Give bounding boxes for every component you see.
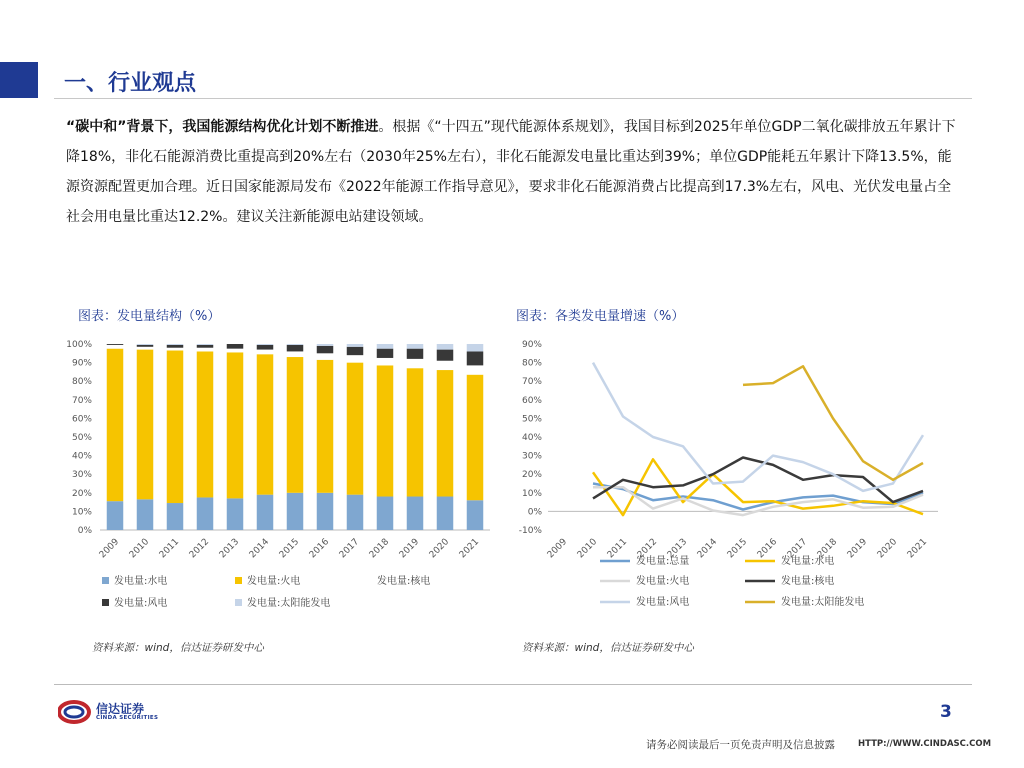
x-tick-label: 2010	[575, 537, 600, 561]
body-paragraph	[66, 112, 956, 232]
bar-segment	[197, 351, 214, 497]
y-tick-label: 90%	[71, 358, 92, 369]
bar-segment	[317, 360, 334, 493]
bar-segment	[407, 349, 424, 359]
y-tick-label: 80%	[521, 358, 542, 369]
bar-segment	[407, 344, 424, 349]
y-tick-label: 0%	[77, 526, 92, 536]
bar-segment	[257, 350, 274, 355]
bar-segment	[167, 503, 184, 530]
x-tick-label: 2021	[905, 537, 930, 561]
bar-segment	[467, 365, 484, 374]
x-tick-label: 2013	[665, 537, 690, 561]
bar-segment	[467, 344, 484, 351]
y-tick-label: 50%	[521, 414, 542, 425]
logo-chinese-name: 信达证券	[96, 702, 145, 716]
x-tick-label: 2016	[755, 537, 780, 561]
legend-swatch	[365, 577, 372, 584]
bar-segment	[197, 344, 214, 345]
legend-swatch	[102, 577, 109, 584]
power-structure-chart	[60, 330, 500, 630]
bar-segment	[377, 358, 394, 365]
bar-segment	[467, 500, 484, 530]
legend-swatch	[102, 599, 109, 606]
bar-segment	[287, 344, 304, 345]
bar-segment	[197, 497, 214, 530]
legend-label: 发电量:总量	[636, 556, 690, 567]
legend-label: 发电量:火电	[636, 576, 690, 587]
y-tick-label: 50%	[71, 433, 92, 443]
bar-segment	[257, 345, 274, 350]
bar-segment	[257, 354, 274, 494]
y-tick-label: 10%	[521, 488, 542, 499]
bar-segment	[437, 497, 454, 530]
series-line	[593, 363, 923, 491]
bar-segment	[377, 497, 394, 530]
bar-segment	[377, 365, 394, 496]
y-tick-label: 70%	[521, 377, 542, 388]
bar-segment	[317, 493, 334, 530]
bar-segment	[167, 344, 184, 345]
bar-segment	[227, 349, 244, 353]
y-tick-label: 10%	[71, 507, 92, 518]
bar-segment	[347, 344, 364, 347]
bar-segment	[437, 344, 454, 350]
bar-segment	[347, 363, 364, 495]
x-tick-label: 2019	[845, 537, 870, 561]
y-tick-label: 80%	[71, 377, 92, 388]
x-tick-label: 2018	[815, 537, 840, 561]
bar-segment	[137, 350, 154, 500]
bar-segment	[107, 345, 124, 349]
bar-segment	[137, 347, 154, 350]
x-tick-label: 2015	[725, 537, 750, 561]
y-tick-label: 0%	[527, 507, 542, 518]
bar-segment	[347, 495, 364, 530]
y-tick-label: -10%	[518, 526, 542, 536]
legend-label: 发电量:风电	[114, 598, 168, 609]
bar-segment	[107, 344, 124, 345]
x-tick-label: 2014	[247, 537, 272, 561]
y-tick-label: 90%	[521, 340, 542, 350]
x-tick-label: 2016	[307, 537, 332, 561]
legend-label: 发电量:水电	[114, 576, 168, 587]
y-tick-label: 60%	[71, 414, 92, 425]
bar-segment	[227, 352, 244, 498]
bar-segment	[137, 499, 154, 530]
bar-segment	[167, 345, 184, 348]
bar-segment	[317, 346, 334, 353]
bar-segment	[407, 497, 424, 530]
bar-segment	[437, 350, 454, 361]
bar-segment	[347, 347, 364, 355]
bar-segment	[107, 349, 124, 502]
x-tick-label: 2011	[157, 537, 182, 561]
bar-segment	[317, 344, 334, 346]
legend-label: 发电量:太阳能发电	[781, 597, 865, 608]
website-link[interactable]: HTTP://WWW.CINDASC.COM	[858, 739, 992, 749]
bar-segment	[287, 345, 304, 352]
right-chart-source: 资料来源：wind，信达证券研发中心	[522, 642, 694, 654]
legend-label: 发电量:风电	[636, 597, 690, 608]
y-tick-label: 20%	[521, 470, 542, 481]
x-tick-label: 2012	[187, 537, 212, 561]
bar-segment	[107, 501, 124, 530]
x-tick-label: 2010	[127, 537, 152, 561]
footer-divider	[54, 684, 972, 685]
bar-segment	[287, 357, 304, 493]
series-line	[743, 366, 923, 480]
x-tick-label: 2018	[367, 537, 392, 561]
body-lead: “碳中和”背景下，我国能源结构优化计划不断推进	[66, 119, 379, 135]
x-tick-label: 2015	[277, 537, 302, 561]
legend-label: 发电量:水电	[781, 556, 835, 567]
bar-segment	[227, 344, 244, 349]
title-divider	[54, 98, 972, 99]
bar-segment	[467, 351, 484, 365]
left-chart-caption: 图表：发电量结构（%）	[78, 309, 221, 324]
bar-segment	[167, 348, 184, 351]
bar-segment	[437, 370, 454, 496]
bar-segment	[197, 345, 214, 348]
x-tick-label: 2021	[457, 537, 482, 561]
x-tick-label: 2017	[785, 537, 810, 561]
legend-label: 发电量:核电	[377, 576, 431, 587]
bar-segment	[257, 344, 274, 345]
page-title: 一、行业观点	[64, 71, 197, 96]
x-tick-label: 2013	[217, 537, 242, 561]
bar-segment	[467, 375, 484, 501]
bar-segment	[347, 355, 364, 362]
body-text: 。根据《“十四五”现代能源体系规划》，我国目标到2025年单位GDP二氧化碳排放五年累计下降18%，非化石能源消费比重提高到20%左右（2030年25%左右），非化石能源发电量比重达到39%；单位GDP能耗五年累计下降13.5%，能源资源配置更加合理。近日国家能源局发布《2022年能源工作指导意见》，要求非化石能源消费占比提高到17.3%左右，风电、光伏发电量占全社会用电量比重达12.2%。建议关注新能源电站建设领域。	[66, 119, 956, 225]
bar-segment	[377, 349, 394, 358]
legend-label: 发电量:火电	[247, 576, 301, 587]
y-tick-label: 30%	[71, 470, 92, 481]
bar-segment	[287, 493, 304, 530]
legend-label: 发电量:核电	[781, 576, 835, 587]
bar-segment	[407, 368, 424, 496]
bar-segment	[287, 351, 304, 357]
bar-segment	[197, 348, 214, 352]
x-tick-label: 2020	[427, 537, 452, 561]
y-tick-label: 70%	[71, 395, 92, 406]
x-tick-label: 2009	[545, 537, 570, 561]
x-tick-label: 2009	[97, 537, 122, 561]
bar-segment	[437, 361, 454, 370]
x-tick-label: 2014	[695, 537, 720, 561]
bar-segment	[227, 498, 244, 530]
x-tick-label: 2019	[397, 537, 422, 561]
legend-swatch	[235, 577, 242, 584]
y-tick-label: 100%	[66, 340, 92, 350]
title-accent-bar	[0, 62, 38, 98]
page-number: 3	[940, 702, 952, 722]
disclaimer-link[interactable]: 请务必阅读最后一页免责声明及信息披露	[646, 739, 835, 751]
bar-segment	[407, 359, 424, 368]
bar-segment	[377, 344, 394, 349]
y-tick-label: 20%	[71, 488, 92, 499]
bar-segment	[257, 495, 274, 530]
legend-label: 发电量:太阳能发电	[247, 598, 331, 609]
y-tick-label: 30%	[521, 451, 542, 462]
y-tick-label: 40%	[71, 451, 92, 462]
bar-segment	[137, 344, 154, 345]
power-growth-chart	[510, 330, 950, 630]
x-tick-label: 2017	[337, 537, 362, 561]
right-chart-caption: 图表：各类发电量增速（%）	[516, 309, 685, 324]
y-tick-label: 60%	[521, 395, 542, 406]
left-chart-source: 资料来源：wind，信达证券研发中心	[92, 642, 264, 654]
y-tick-label: 40%	[521, 433, 542, 443]
bar-segment	[167, 351, 184, 504]
x-tick-label: 2020	[875, 537, 900, 561]
legend-swatch	[235, 599, 242, 606]
bar-segment	[137, 345, 154, 347]
x-tick-label: 2012	[635, 537, 660, 561]
x-tick-label: 2011	[605, 537, 630, 561]
logo-english-name: CINDA SECURITIES	[96, 715, 159, 721]
bar-segment	[317, 353, 334, 360]
